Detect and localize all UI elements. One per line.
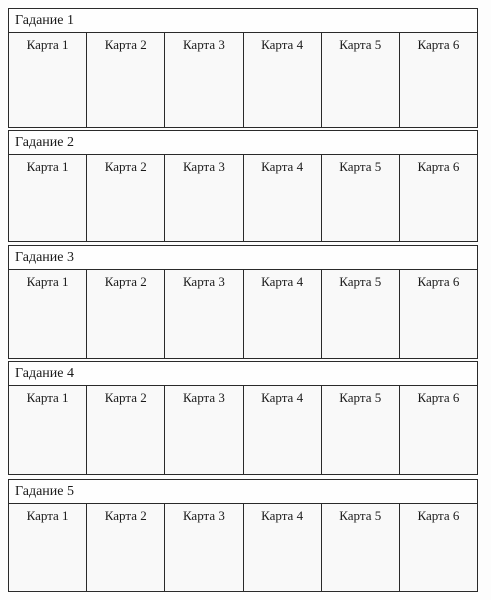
card-cell: Карта 3 [165, 504, 243, 591]
reading-title: Гадание 2 [9, 131, 477, 155]
card-cell: Карта 4 [244, 33, 322, 127]
reading-section-5 [8, 479, 478, 592]
reading-title: Гадание 1 [9, 9, 477, 33]
card-cell: Карта 2 [87, 386, 165, 474]
card-cell: Карта 5 [322, 270, 400, 358]
card-cell: Карта 1 [9, 504, 87, 591]
card-cell: Карта 1 [9, 270, 87, 358]
reading-section-2 [8, 130, 478, 242]
card-cell: Карта 3 [165, 155, 243, 241]
reading-section-3 [8, 245, 478, 359]
card-cell: Карта 3 [165, 270, 243, 358]
card-cell: Карта 1 [9, 155, 87, 241]
card-row [9, 504, 477, 591]
reading-section-4 [8, 361, 478, 475]
reading-section-1 [8, 8, 478, 128]
card-cell: Карта 3 [165, 33, 243, 127]
card-cell: Карта 4 [244, 270, 322, 358]
card-cell: Карта 6 [400, 155, 477, 241]
card-cell: Карта 5 [322, 155, 400, 241]
card-cell: Карта 1 [9, 386, 87, 474]
card-cell: Карта 4 [244, 155, 322, 241]
card-cell: Карта 6 [400, 504, 477, 591]
card-cell: Карта 2 [87, 504, 165, 591]
card-cell: Карта 4 [244, 504, 322, 591]
card-cell: Карта 4 [244, 386, 322, 474]
card-cell: Карта 1 [9, 33, 87, 127]
reading-title: Гадание 5 [9, 480, 477, 504]
card-cell: Карта 6 [400, 386, 477, 474]
card-cell: Карта 5 [322, 504, 400, 591]
card-row [9, 386, 477, 474]
card-cell: Карта 6 [400, 270, 477, 358]
card-cell: Карта 6 [400, 33, 477, 127]
card-cell: Карта 3 [165, 386, 243, 474]
card-row [9, 155, 477, 241]
card-cell: Карта 2 [87, 270, 165, 358]
reading-title: Гадание 4 [9, 362, 477, 386]
card-cell: Карта 2 [87, 155, 165, 241]
card-row [9, 270, 477, 358]
card-row [9, 33, 477, 127]
card-cell: Карта 5 [322, 33, 400, 127]
reading-title: Гадание 3 [9, 246, 477, 270]
card-cell: Карта 5 [322, 386, 400, 474]
card-cell: Карта 2 [87, 33, 165, 127]
